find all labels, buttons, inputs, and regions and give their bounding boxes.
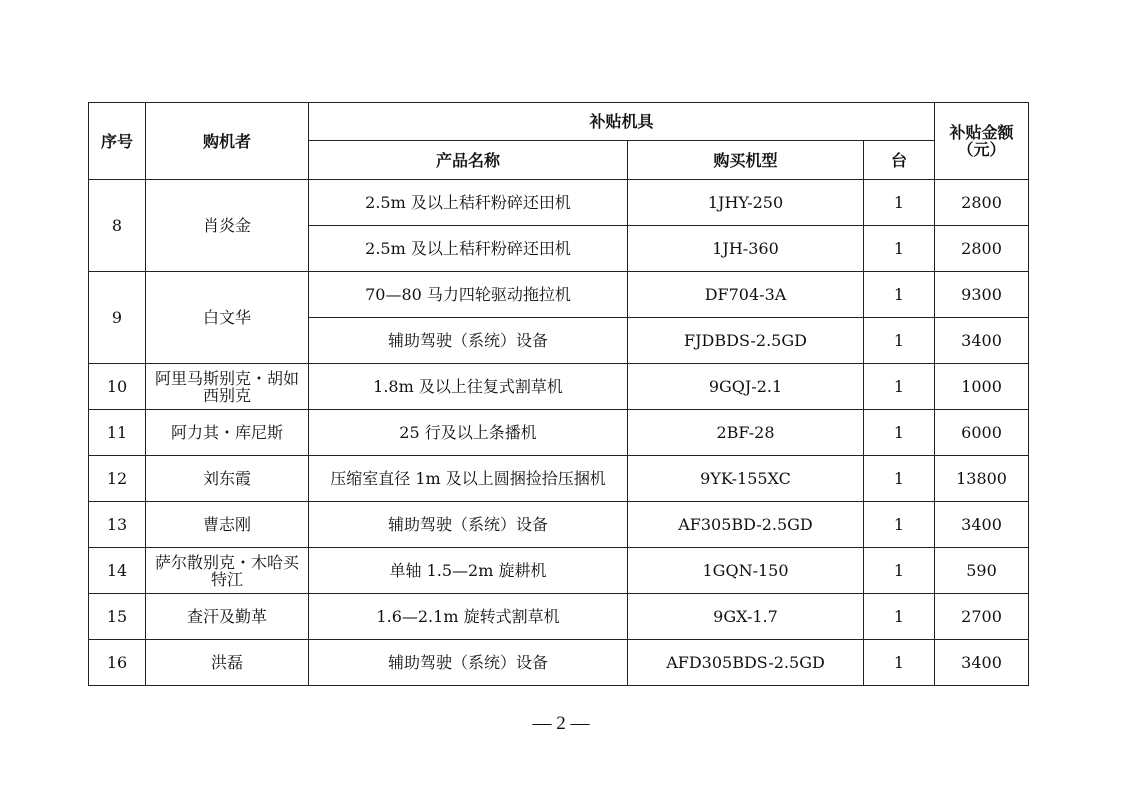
cell-model: 9GQJ-2.1: [628, 364, 864, 410]
cell-buyer: 刘东霞: [146, 456, 309, 502]
cell-amount: 6000: [935, 410, 1029, 456]
cell-model: 1JH-360: [628, 226, 864, 272]
header-qty: 台: [864, 141, 935, 180]
table-row: [89, 180, 1029, 226]
cell-model: 2BF-28: [628, 410, 864, 456]
cell-amount: 3400: [935, 502, 1029, 548]
cell-qty: 1: [864, 364, 935, 410]
cell-product: 70—80 马力四轮驱动拖拉机: [309, 272, 628, 318]
cell-qty: 1: [864, 318, 935, 364]
cell-qty: 1: [864, 456, 935, 502]
header-machine-group: 补贴机具: [309, 103, 935, 141]
cell-index: 8: [89, 180, 146, 272]
cell-model: 9GX-1.7: [628, 594, 864, 640]
header-model: 购买机型: [628, 141, 864, 180]
table-row: [89, 548, 1029, 594]
table-row: [89, 502, 1029, 548]
cell-buyer: 肖炎金: [146, 180, 309, 272]
cell-model: FJDBDS-2.5GD: [628, 318, 864, 364]
cell-buyer: 白文华: [146, 272, 309, 364]
cell-qty: 1: [864, 502, 935, 548]
table-row: [89, 594, 1029, 640]
cell-index: 10: [89, 364, 146, 410]
table-row: [89, 640, 1029, 686]
header-amount: 补贴金额 （元）: [935, 103, 1029, 180]
cell-product: 辅助驾驶（系统）设备: [309, 318, 628, 364]
table-row: [89, 272, 1029, 318]
cell-buyer: 萨尔散别克・木哈买特江: [146, 548, 309, 594]
header-index: 序号: [89, 103, 146, 180]
cell-buyer: 阿里马斯别克・胡如西别克: [146, 364, 309, 410]
cell-qty: 1: [864, 594, 935, 640]
header-product: 产品名称: [309, 141, 628, 180]
table-row: [89, 410, 1029, 456]
header-buyer: 购机者: [146, 103, 309, 180]
cell-qty: 1: [864, 548, 935, 594]
cell-buyer: 洪磊: [146, 640, 309, 686]
cell-product: 1.8m 及以上往复式割草机: [309, 364, 628, 410]
cell-amount: 9300: [935, 272, 1029, 318]
cell-amount: 2800: [935, 180, 1029, 226]
cell-qty: 1: [864, 640, 935, 686]
cell-product: 2.5m 及以上秸秆粉碎还田机: [309, 180, 628, 226]
cell-index: 13: [89, 502, 146, 548]
cell-index: 15: [89, 594, 146, 640]
cell-index: 14: [89, 548, 146, 594]
cell-index: 11: [89, 410, 146, 456]
cell-qty: 1: [864, 180, 935, 226]
cell-buyer: 曹志刚: [146, 502, 309, 548]
cell-index: 16: [89, 640, 146, 686]
cell-amount: 590: [935, 548, 1029, 594]
cell-product: 2.5m 及以上秸秆粉碎还田机: [309, 226, 628, 272]
cell-product: 压缩室直径 1m 及以上圆捆捡拾压捆机: [309, 456, 628, 502]
cell-qty: 1: [864, 410, 935, 456]
cell-product: 单轴 1.5—2m 旋耕机: [309, 548, 628, 594]
cell-model: AFD305BDS-2.5GD: [628, 640, 864, 686]
cell-product: 辅助驾驶（系统）设备: [309, 640, 628, 686]
cell-amount: 3400: [935, 318, 1029, 364]
cell-model: AF305BD-2.5GD: [628, 502, 864, 548]
table-row: [89, 364, 1029, 410]
cell-amount: 2800: [935, 226, 1029, 272]
cell-amount: 13800: [935, 456, 1029, 502]
cell-amount: 1000: [935, 364, 1029, 410]
cell-product: 25 行及以上条播机: [309, 410, 628, 456]
cell-amount: 2700: [935, 594, 1029, 640]
cell-model: 9YK-155XC: [628, 456, 864, 502]
cell-product: 1.6—2.1m 旋转式割草机: [309, 594, 628, 640]
table-header: [89, 103, 1029, 180]
cell-model: DF704-3A: [628, 272, 864, 318]
cell-product: 辅助驾驶（系统）设备: [309, 502, 628, 548]
cell-model: 1GQN-150: [628, 548, 864, 594]
table-row: [89, 456, 1029, 502]
page-number: — 2 —: [532, 713, 590, 734]
cell-buyer: 查汗及勤革: [146, 594, 309, 640]
cell-index: 12: [89, 456, 146, 502]
cell-amount: 3400: [935, 640, 1029, 686]
table-body: [89, 180, 1029, 686]
cell-buyer: 阿力其・库尼斯: [146, 410, 309, 456]
cell-qty: 1: [864, 226, 935, 272]
cell-index: 9: [89, 272, 146, 364]
cell-qty: 1: [864, 272, 935, 318]
cell-model: 1JHY-250: [628, 180, 864, 226]
subsidy-table: [88, 102, 1029, 686]
